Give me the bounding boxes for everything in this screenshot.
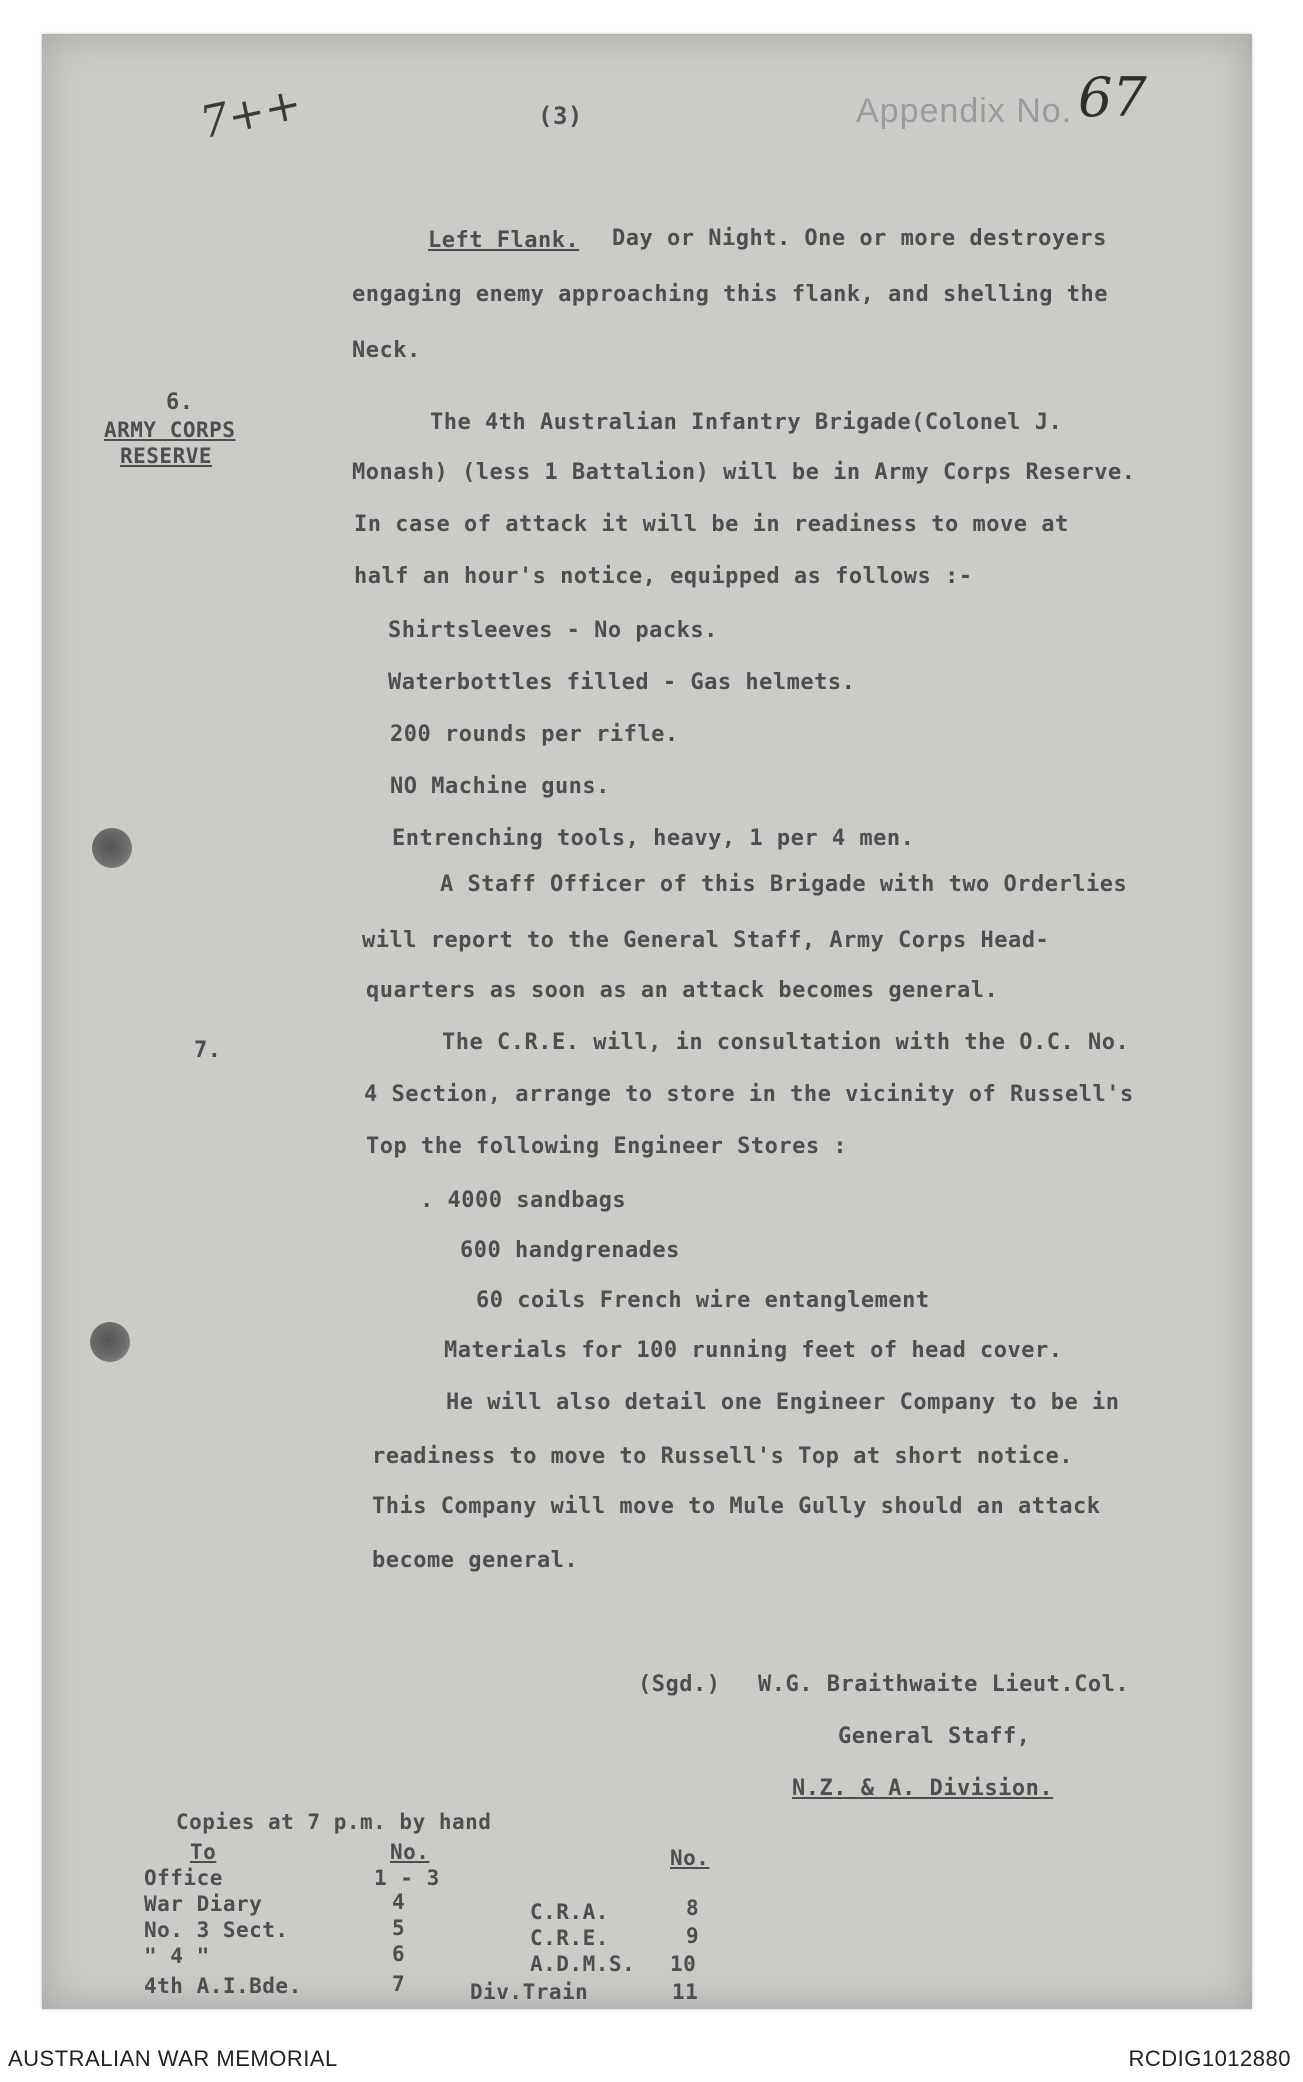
section-6-line: A Staff Officer of this Brigade with two Orderlies [440, 872, 1128, 897]
signature-title: General Staff, [838, 1724, 1031, 1749]
page-number: (3) [538, 102, 583, 130]
section-6-number: 6. [166, 390, 194, 415]
distribution-copy-number: 11 [672, 1980, 699, 2004]
distribution-copy-number: 9 [686, 1924, 700, 1948]
distribution-heading: Copies at 7 p.m. by hand [176, 1810, 492, 1834]
distribution-no-header-right: No. [670, 1846, 710, 1870]
section-7-line: 4 Section, arrange to store in the vicinity of Russell's [364, 1082, 1134, 1107]
handwritten-folio: 7++ [195, 77, 306, 150]
distribution-recipient: 4th A.I.Bde. [144, 1974, 302, 1998]
distribution-to-header: To [190, 1840, 217, 1864]
signature-name: W.G. Braithwaite Lieut.Col. [758, 1672, 1130, 1697]
left-flank-heading: Left Flank. [428, 228, 580, 253]
section-7-number: 7. [194, 1038, 222, 1063]
section-7-line: The C.R.E. will, in consultation with the O.C. No. [442, 1030, 1130, 1055]
appendix-stamp: Appendix No. [856, 92, 1073, 130]
section-7-line: become general. [372, 1548, 579, 1573]
footer-institution: AUSTRALIAN WAR MEMORIAL [8, 2046, 338, 2071]
section-6-line: half an hour's notice, equipped as follows :- [354, 564, 973, 589]
distribution-copy-number: 7 [392, 1972, 406, 1996]
signature-division: N.Z. & A. Division. [792, 1776, 1054, 1801]
equipment-item: Shirtsleeves - No packs. [388, 618, 718, 643]
left-flank-line: Day or Night. One or more destroyers [612, 226, 1107, 251]
section-6-line: Monash) (less 1 Battalion) will be in Army Corps Reserve. [352, 460, 1136, 485]
section-7-line: This Company will move to Mule Gully should an attack [372, 1494, 1101, 1519]
punch-hole-bottom [90, 1322, 130, 1362]
distribution-copy-number: 4 [392, 1890, 406, 1914]
engineer-store-item: 60 coils French wire entanglement [476, 1288, 930, 1313]
distribution-recipient: War Diary [144, 1892, 263, 1916]
engineer-store-item: . 4000 sandbags [420, 1188, 627, 1213]
distribution-recipient: C.R.A. [530, 1900, 609, 1924]
signature-sgd: (Sgd.) [638, 1672, 721, 1697]
distribution-recipient: Office [144, 1866, 223, 1890]
section-6-margin-heading: RESERVE [120, 444, 213, 468]
appendix-number-handwritten: 67 [1078, 66, 1147, 129]
distribution-no-header: No. [390, 1840, 430, 1864]
distribution-recipient: A.D.M.S. [530, 1952, 636, 1976]
distribution-recipient: C.R.E. [530, 1926, 609, 1950]
left-flank-line: Neck. [352, 338, 421, 363]
section-6-line: The 4th Australian Infantry Brigade(Colonel J. [430, 410, 1063, 435]
distribution-copy-number: 6 [392, 1942, 406, 1966]
distribution-recipient: " 4 " [144, 1944, 210, 1968]
distribution-recipient: Div.Train [470, 1980, 589, 2004]
engineer-store-item: Materials for 100 running feet of head cover. [444, 1338, 1063, 1363]
punch-hole-top [92, 828, 132, 868]
document-page [42, 34, 1252, 2009]
section-7-line: Top the following Engineer Stores : [366, 1134, 848, 1159]
footer-record-id: RCDIG1012880 [1128, 2046, 1291, 2071]
distribution-copy-number: 10 [670, 1952, 697, 1976]
distribution-copy-number: 8 [686, 1896, 700, 1920]
equipment-item: Waterbottles filled - Gas helmets. [388, 670, 856, 695]
section-7-line: readiness to move to Russell's Top at short notice. [372, 1444, 1074, 1469]
section-6-line: quarters as soon as an attack becomes general. [366, 978, 999, 1003]
distribution-copy-number: 1 - 3 [374, 1866, 440, 1890]
equipment-item: Entrenching tools, heavy, 1 per 4 men. [392, 826, 915, 851]
left-flank-line: engaging enemy approaching this flank, and shelling the [352, 282, 1108, 307]
engineer-store-item: 600 handgrenades [460, 1238, 680, 1263]
section-6-line: will report to the General Staff, Army Corps Head- [362, 928, 1050, 953]
equipment-item: 200 rounds per rifle. [390, 722, 679, 747]
section-6-line: In case of attack it will be in readiness to move at [354, 512, 1069, 537]
section-6-margin-heading: ARMY CORPS [104, 418, 236, 442]
section-7-line: He will also detail one Engineer Company to be in [446, 1390, 1120, 1415]
distribution-recipient: No. 3 Sect. [144, 1918, 289, 1942]
equipment-item: NO Machine guns. [390, 774, 610, 799]
distribution-copy-number: 5 [392, 1916, 406, 1940]
